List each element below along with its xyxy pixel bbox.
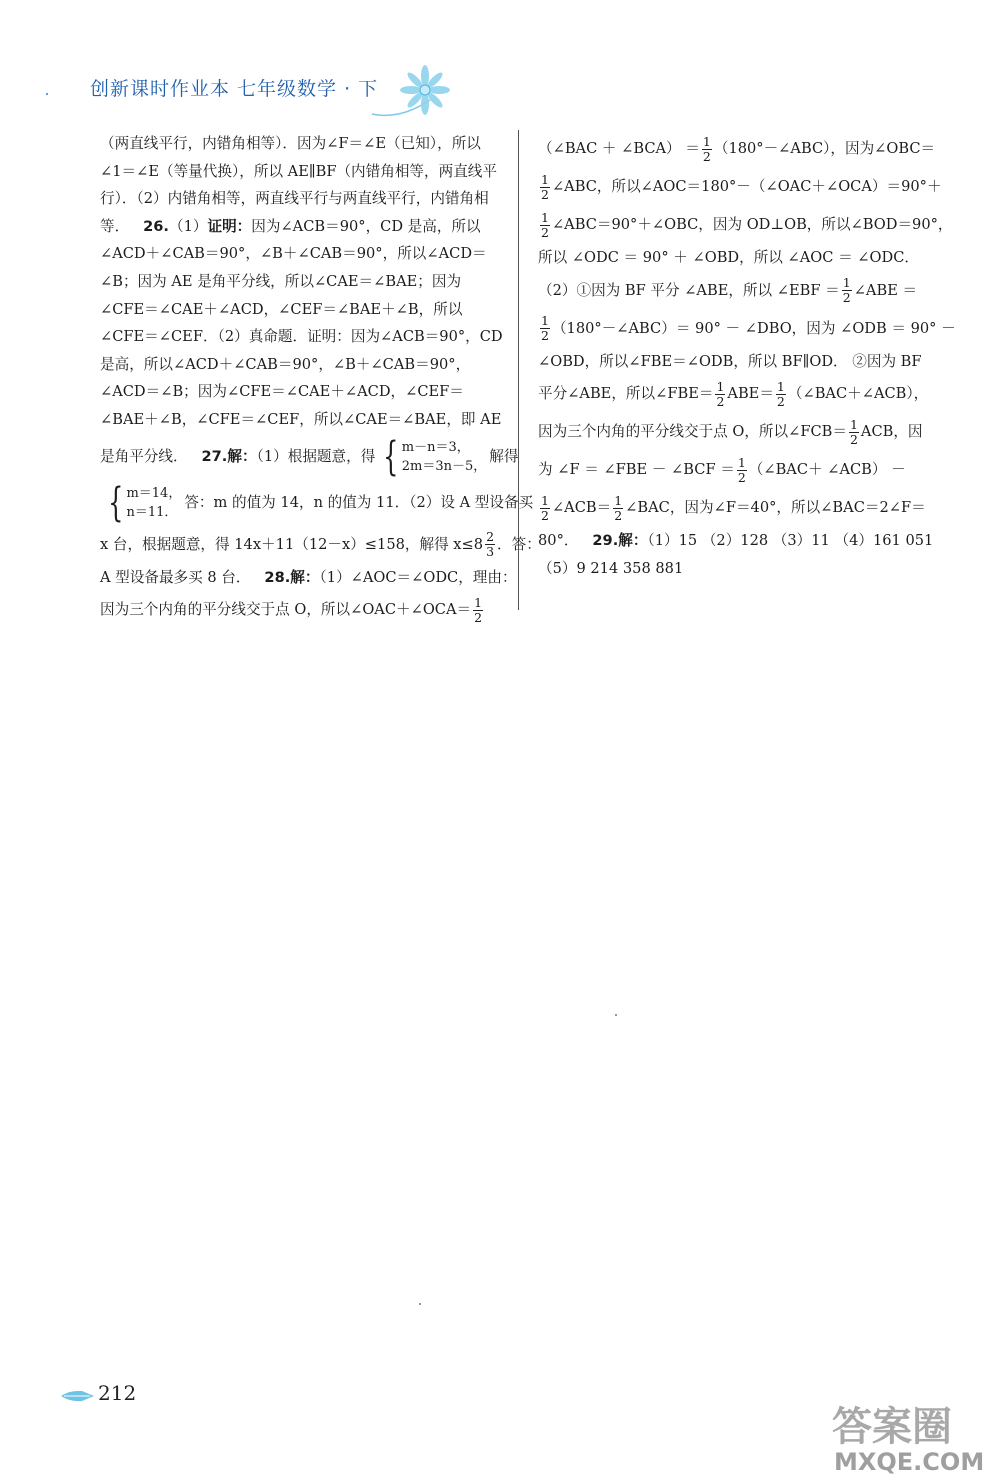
text-line: ∠ACD＋∠CAB＝90°，∠B＋∠CAB＝90°，所以∠ACD＝ — [100, 245, 487, 263]
right-column — [538, 130, 956, 582]
fraction: $\frac{2}{3}$ — [486, 529, 495, 560]
text-line: ∠1＝∠E（等量代换），所以 AE∥BF（内错角相等，两直线平 — [100, 162, 497, 180]
page-number: 212 — [98, 1381, 137, 1405]
text-line: （2）①因为 BF 平分 ∠ABE，所以 ∠EBF ＝ $\frac{1}{2}$ ∠ABE ＝ — [538, 275, 918, 306]
fraction: $\frac{1}{2}$ — [737, 454, 746, 485]
text-line: ∠CFE＝∠CAE＋∠ACD，∠CEF＝∠BAE＋∠B，所以 — [100, 300, 463, 318]
text-line: 因为三个内角的平分线交于点 O，所以∠OAC＋∠OCA＝ $\frac{1}{2}$ — [100, 594, 483, 625]
text-line: 是高，所以∠ACD＋∠CAB＝90°，∠B＋∠CAB＝90°， — [100, 355, 471, 373]
text-line: $\frac{1}{2}$ ∠ACB＝ $\frac{1}{2}$ ∠BAC，因为∠F＝40°，所以∠BAC＝2∠F＝ — [541, 492, 926, 523]
equation-system: { m－n＝3， 2m＝3n－5， — [383, 433, 487, 480]
fraction: $\frac{1}{2}$ — [849, 416, 858, 447]
text-line: { m＝14， n＝11． 答：m 的值为 14，n 的值为 11．（2）设 A 型设备买 — [100, 480, 505, 526]
text-line: 等． 26.（1）证明：因为∠ACB＝90°，CD 是高，所以 — [100, 217, 481, 235]
text-line: $\frac{1}{2}$ ∠ABC＝90°＋∠OBC，因为 OD⊥OB，所以∠BOD＝90°， — [541, 209, 953, 240]
text-line: ∠B；因为 AE 是角平分线，所以∠CAE＝∠BAE；因为 — [100, 272, 462, 290]
speck — [419, 1303, 421, 1305]
question-number: 27. — [201, 447, 228, 465]
text-line: 平分∠ABE，所以∠FBE＝ $\frac{1}{2}$ ABE＝ $\frac{1}{2}$ （∠BAC＋∠ACB）， — [538, 378, 929, 409]
text-line: 所以 ∠ODC ＝ 90° ＋ ∠OBD，所以 ∠AOC ＝ ∠ODC． — [538, 249, 919, 266]
fraction: $\frac{1}{2}$ — [541, 209, 549, 240]
text-line: （∠BAC ＋ ∠BCA） ＝ $\frac{1}{2}$ （180°－∠ABC），因为∠OBC＝ — [538, 133, 936, 164]
header-dot — [46, 93, 48, 95]
text-line: ∠ACD＝∠B；因为∠CFE＝∠CAE＋∠ACD，∠CEF＝ — [100, 383, 464, 401]
question-number: 29. — [592, 532, 619, 550]
text-line: 行）．（2）内错角相等，两直线平行与两直线平行，内错角相 — [100, 190, 489, 208]
left-column — [100, 130, 541, 629]
text-line: 是角平分线． 27.解：（1）根据题意，得 { m－n＝3， 2m＝3n－5， 解得 — [100, 433, 519, 480]
text-line: 为 ∠F ＝ ∠FBE － ∠BCF ＝ $\frac{1}{2}$ （∠BAC＋ ∠ACB） － — [538, 454, 906, 485]
fraction: $\frac{1}{2}$ — [716, 378, 725, 409]
fraction: $\frac{1}{2}$ — [842, 275, 851, 306]
fraction: $\frac{1}{2}$ — [541, 171, 549, 202]
fraction: $\frac{1}{2}$ — [614, 492, 623, 523]
answer-label: 解： — [618, 532, 648, 550]
watermark-url: MXQE.COM — [834, 1448, 985, 1476]
fraction: $\frac{1}{2}$ — [474, 594, 483, 625]
text-line: （5）9 214 358 881 — [538, 559, 684, 577]
page-header — [0, 60, 1000, 120]
watermark-logo — [830, 1398, 995, 1476]
text-line: （两直线平行，内错角相等）．因为∠F＝∠E（已知），所以 — [100, 135, 481, 152]
fraction: $\frac{1}{2}$ — [541, 492, 549, 523]
text-line: 因为三个内角的平分线交于点 O，所以∠FCB＝ $\frac{1}{2}$ ACB，因 — [538, 416, 923, 447]
text-line: 80°． 29.解：（1）15 （2）128 （3）11 （4）161 051 — [538, 532, 934, 550]
fraction: $\frac{1}{2}$ — [541, 313, 549, 344]
text-line: $\frac{1}{2}$ ∠ABC，所以∠AOC＝180°－（∠OAC＋∠OCA）＝90°＋ — [541, 171, 942, 202]
fraction: $\frac{1}{2}$ — [702, 133, 711, 164]
text-line: $\frac{1}{2}$ （180°－∠ABC）＝ 90° － ∠DBO，因为 ∠ODB ＝ 90° － — [541, 313, 956, 344]
text-line: ∠OBD，所以∠FBE＝∠ODB，所以 BF∥OD． ②因为 BF — [538, 352, 922, 370]
answer-label: 解： — [227, 447, 257, 465]
speck — [615, 1014, 617, 1016]
arrow-icon — [60, 1389, 96, 1403]
fraction: $\frac{1}{2}$ — [776, 378, 785, 409]
text-line: ∠BAE＋∠B，∠CFE＝∠CEF，所以∠CAE＝∠BAE，即 AE — [100, 410, 502, 428]
flower-icon — [370, 62, 460, 120]
question-number: 28. — [264, 568, 291, 586]
watermark-text: 答案圈 — [832, 1404, 952, 1450]
text-line: x 台，根据题意，得 14x＋11（12－x）≤158，解得 x≤8 $\frac{2}{3}$ ．答： — [100, 529, 541, 560]
book-title: 创新课时作业本 七年级数学 · 下 — [90, 78, 379, 100]
answer-label: 解： — [290, 568, 320, 586]
question-number: 26. — [143, 217, 169, 235]
text-line: ∠CFE＝∠CEF．（2）真命题．证明：因为∠ACB＝90°，CD — [100, 328, 503, 346]
text-line: A 型设备最多买 8 台． 28.解：（1）∠AOC＝∠ODC，理由： — [100, 568, 517, 586]
proof-label: 证明： — [207, 217, 252, 235]
equation-solution: { m＝14， n＝11． — [108, 479, 182, 526]
